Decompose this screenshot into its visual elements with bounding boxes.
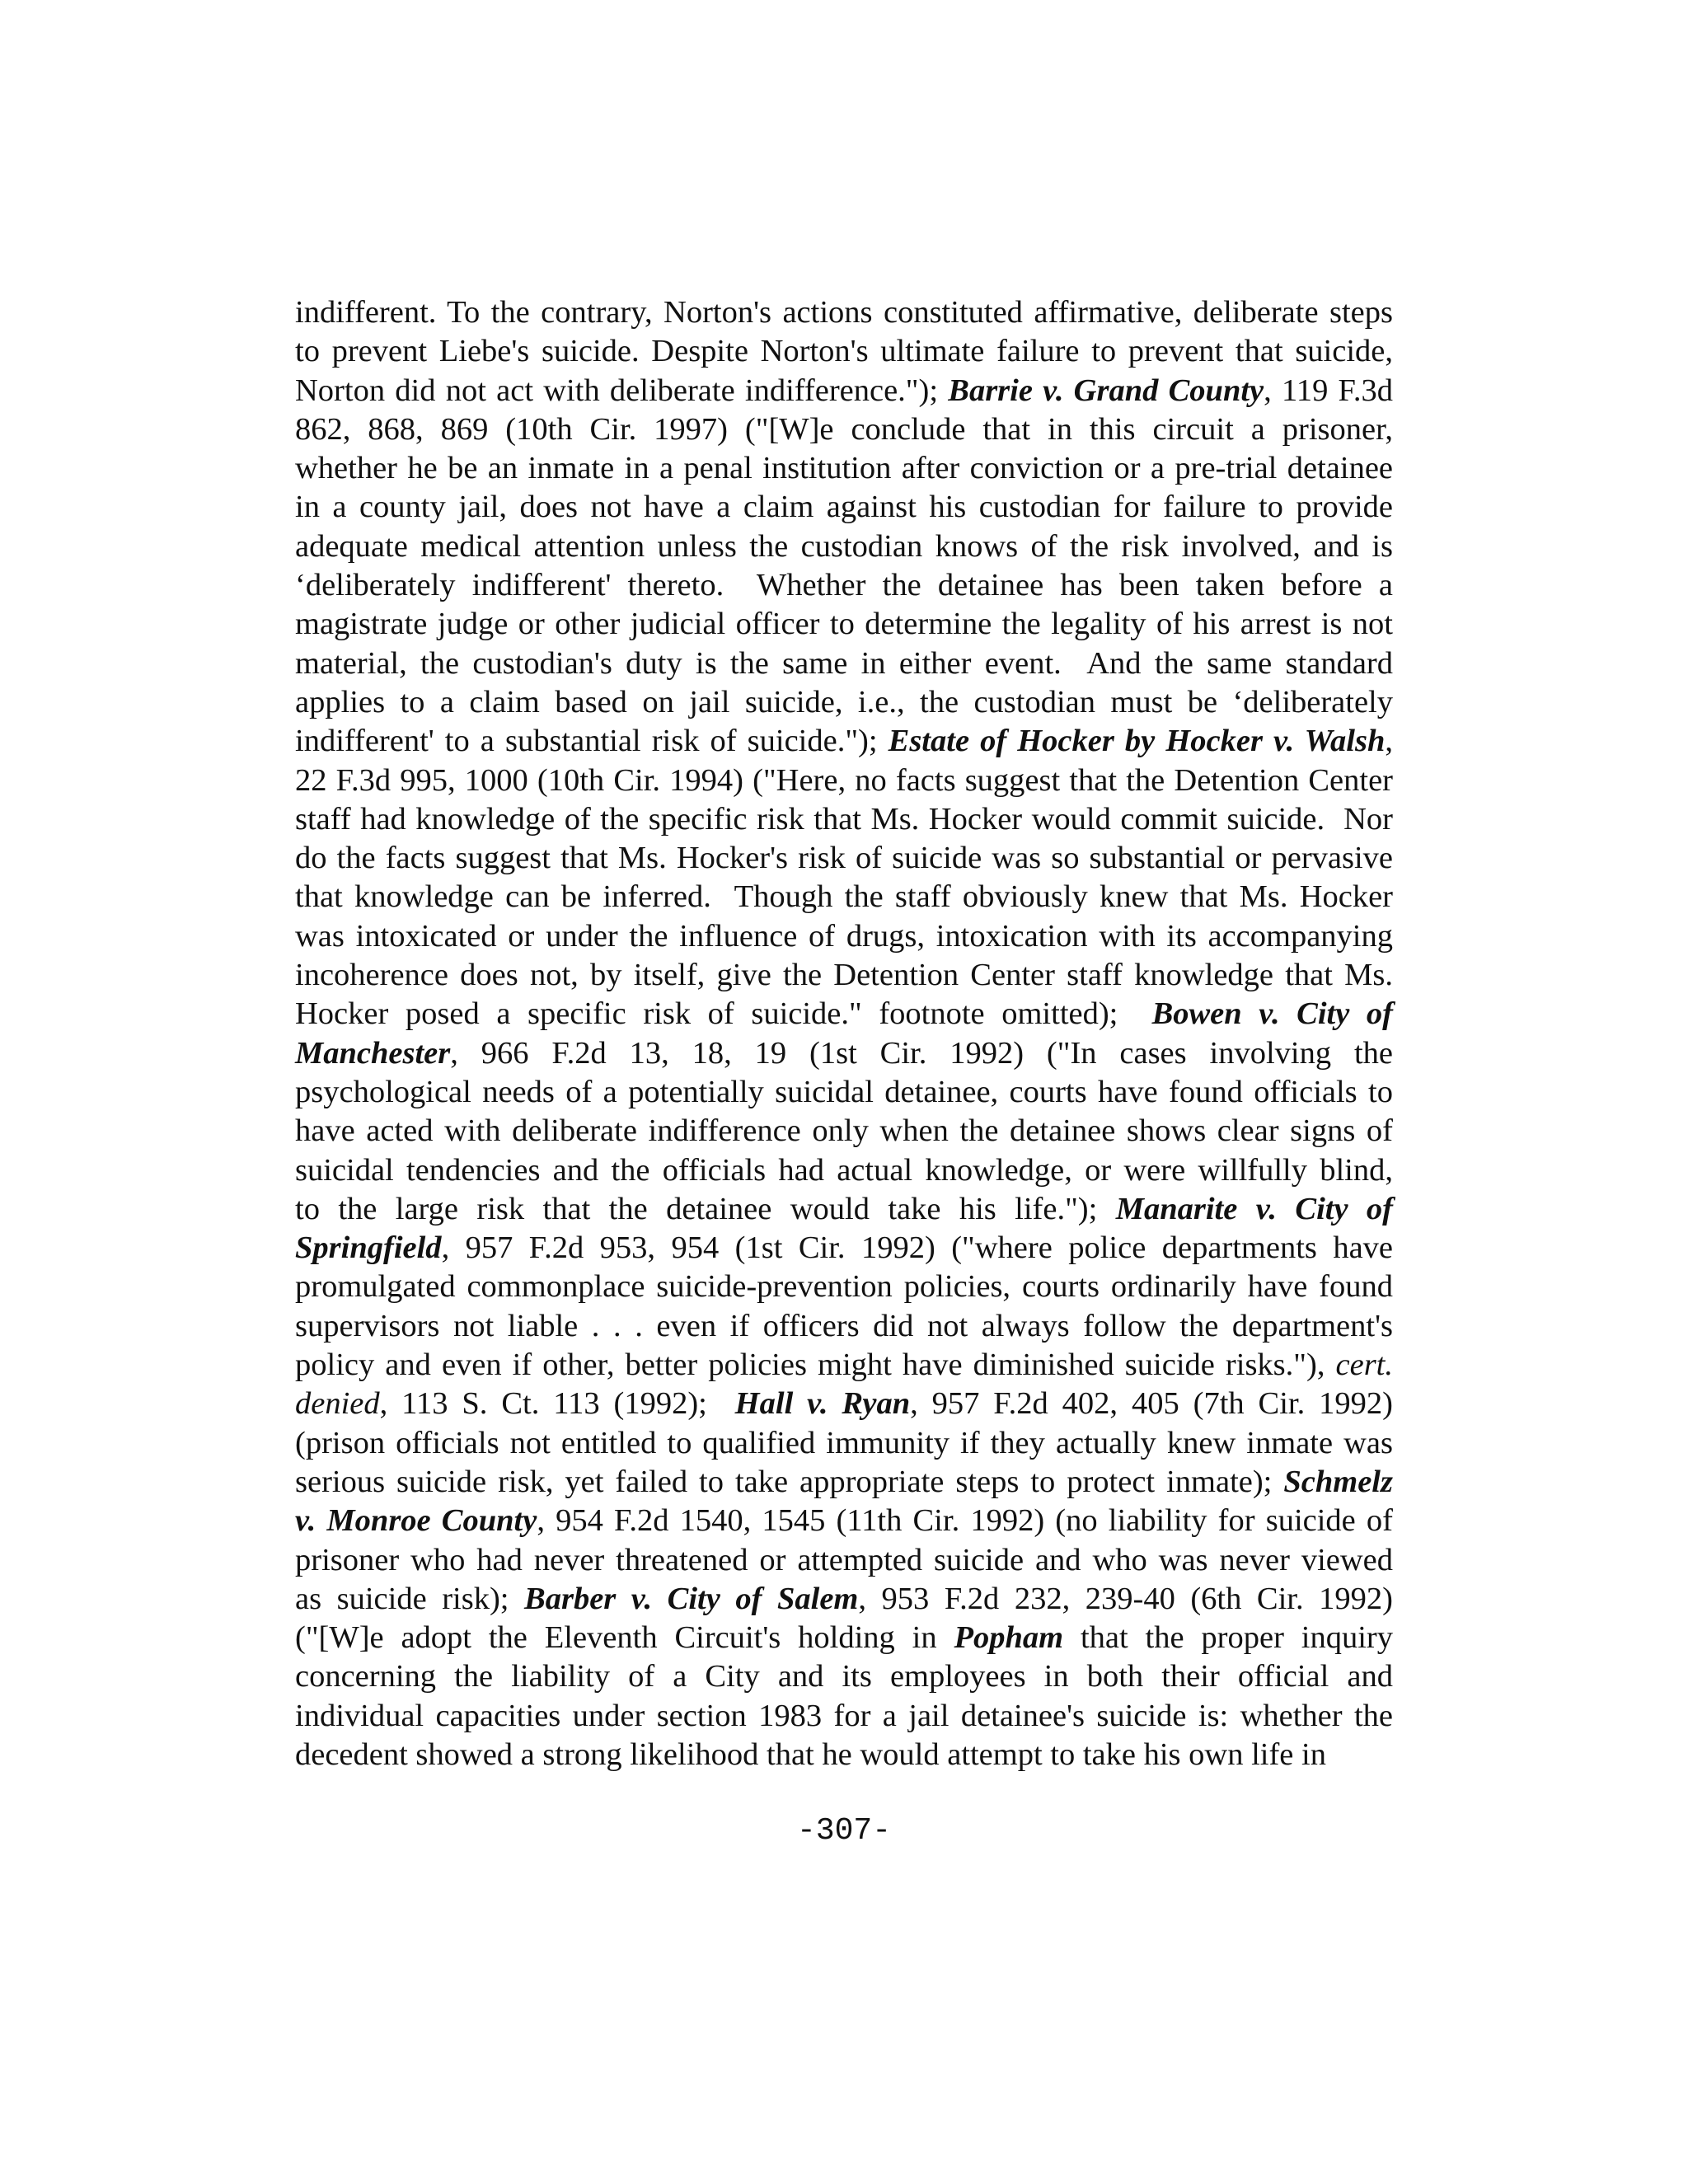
text-segment: staff had knowledge of the specific risk that Ms. Hocker would commit suicide. Nor: [295, 801, 1393, 837]
text-segment: was intoxicated or under the influence of drugs, intoxication with its accompanying: [295, 918, 1393, 954]
italic-text: cert.: [1335, 1347, 1393, 1383]
text-line: [295, 1697, 1393, 1736]
italic-text: denied: [295, 1386, 380, 1422]
case-citation: Schmelz: [1283, 1464, 1393, 1499]
text-line: [295, 1619, 1393, 1657]
text-line: [295, 566, 1393, 605]
text-segment: , 953 F.2d 232, 239-40 (6th Cir. 1992): [858, 1581, 1393, 1616]
text-segment: as suicide risk);: [295, 1581, 525, 1616]
text-segment: suicidal tendencies and the officials had actual knowledge, or were willfully blind,: [295, 1152, 1393, 1188]
text-segment: concerning the liability of a City and its employees in both their official and: [295, 1659, 1393, 1694]
text-segment: whether he be an inmate in a penal institution after conviction or a pre-trial detainee: [295, 451, 1393, 486]
text-line: [295, 956, 1393, 995]
text-line: [295, 1073, 1393, 1112]
text-line: [295, 488, 1393, 527]
text-line: [295, 1385, 1393, 1423]
text-segment: ("[W]e adopt the Eleventh Circuit's holding in: [295, 1620, 954, 1656]
case-citation: Estate of Hocker by Hocker v. Walsh: [888, 724, 1386, 759]
text-segment: (prison officials not entitled to qualified immunity if they actually knew inmate was: [295, 1425, 1393, 1460]
text-segment: have acted with deliberate indifference only when the detainee shows clear signs of: [295, 1113, 1393, 1149]
case-citation: v. Monroe County: [295, 1503, 537, 1539]
text-segment: , 113 S. Ct. 113 (1992);: [379, 1386, 735, 1422]
text-line: [295, 1346, 1393, 1385]
text-segment: decedent showed a strong likelihood that he would attempt to take his own life in: [295, 1736, 1326, 1772]
text-line: [295, 293, 1393, 332]
case-citation: Manchester: [295, 1035, 451, 1071]
text-segment: indifferent. To the contrary, Norton's actions constituted affirmative, deliberate steps: [295, 295, 1393, 330]
text-line: [295, 839, 1393, 878]
case-citation: Springfield: [295, 1230, 442, 1266]
text-line: [295, 1229, 1393, 1268]
text-segment: magistrate judge or other judicial officer to determine the legality of his arrest is not: [295, 607, 1393, 642]
text-line: [295, 449, 1393, 488]
text-segment: ,: [1385, 724, 1393, 759]
text-segment: applies to a claim based on jail suicide, i.e., the custodian must be ‘deliberately: [295, 684, 1393, 719]
text-line: [295, 1736, 1393, 1774]
text-segment: that knowledge can be inferred. Though the staff obviously knew that Ms. Hocker: [295, 879, 1393, 915]
text-line: [295, 644, 1393, 683]
text-line: [295, 1580, 1393, 1619]
text-segment: to prevent Liebe's suicide. Despite Norton's ultimate failure to prevent that suicide,: [295, 334, 1393, 369]
text-segment: to the large risk that the detainee would take his life.");: [295, 1191, 1116, 1226]
text-line: [295, 722, 1393, 761]
text-segment: , 957 F.2d 953, 954 (1st Cir. 1992) ("where police departments have: [441, 1230, 1393, 1266]
text-segment: 862, 868, 869 (10th Cir. 1997) ("[W]e conclude that in this circuit a prisoner,: [295, 411, 1393, 447]
text-line: [295, 1463, 1393, 1502]
text-line: [295, 917, 1393, 956]
text-line: [295, 1190, 1393, 1229]
text-line: [295, 1424, 1393, 1463]
text-segment: that the proper inquiry: [1063, 1620, 1393, 1656]
text-line: [295, 332, 1393, 371]
text-line: [295, 527, 1393, 566]
text-line: [295, 1657, 1393, 1696]
text-line: [295, 1307, 1393, 1346]
text-segment: policy and even if other, better policies might have diminished suicide risks."),: [295, 1347, 1336, 1383]
text-segment: , 957 F.2d 402, 405 (7th Cir. 1992): [910, 1386, 1393, 1422]
text-line: [295, 800, 1393, 839]
text-segment: promulgated commonplace suicide-prevention policies, courts ordinarily have found: [295, 1269, 1393, 1305]
text-segment: in a county jail, does not have a claim against his custodian for failure to provide: [295, 490, 1393, 525]
text-segment: material, the custodian's duty is the same in either event. And the same standard: [295, 645, 1393, 681]
text-line: [295, 683, 1393, 722]
text-segment: prisoner who had never threatened or attempted suicide and who was never viewed: [295, 1542, 1393, 1577]
text-segment: 22 F.3d 995, 1000 (10th Cir. 1994) ("Here, no facts suggest that the Detention Center: [295, 762, 1393, 798]
case-citation: Popham: [954, 1620, 1064, 1656]
text-segment: , 966 F.2d 13, 18, 19 (1st Cir. 1992) ("In cases involving the: [450, 1035, 1393, 1071]
text-segment: individual capacities under section 1983 for a jail detainee's suicide is: whether the: [295, 1698, 1393, 1733]
text-line: [295, 995, 1393, 1033]
text-segment: , 119 F.3d: [1264, 373, 1394, 408]
case-citation: Manarite v. City of: [1115, 1191, 1394, 1226]
text-line: [295, 1502, 1393, 1540]
text-segment: psychological needs of a potentially suicidal detainee, courts have found officials to: [295, 1074, 1393, 1109]
text-segment: Hocker posed a specific risk of suicide." footnote omitted);: [295, 996, 1152, 1032]
text-segment: Norton did not act with deliberate indifference.");: [295, 373, 949, 408]
text-line: [295, 372, 1393, 410]
text-segment: indifferent' to a substantial risk of suicide.");: [295, 724, 889, 759]
text-line: [295, 1034, 1393, 1073]
text-segment: incoherence does not, by itself, give the Detention Center staff knowledge that Ms.: [295, 958, 1393, 993]
text-line: [295, 762, 1393, 800]
case-citation: Bowen v. City of: [1151, 996, 1394, 1032]
text-line: [295, 1112, 1393, 1151]
text-line: [295, 878, 1393, 916]
text-segment: ‘deliberately indifferent' thereto. Whether the detainee has been taken before a: [295, 568, 1393, 603]
text-line: [295, 1541, 1393, 1580]
text-line: [295, 410, 1393, 449]
text-segment: do the facts suggest that Ms. Hocker's risk of suicide was so substantial or pervasive: [295, 841, 1393, 876]
text-segment: , 954 F.2d 1540, 1545 (11th Cir. 1992) (no liability for suicide of: [537, 1503, 1393, 1539]
text-line: [295, 605, 1393, 644]
case-citation: Hall v. Ryan: [734, 1386, 911, 1422]
text-segment: adequate medical attention unless the custodian knows of the risk involved, and is: [295, 528, 1393, 564]
case-citation: Barrie v. Grand County: [948, 373, 1264, 408]
text-segment: serious suicide risk, yet failed to take appropriate steps to protect inmate);: [295, 1464, 1284, 1499]
body-text: [295, 293, 1393, 1774]
case-citation: Barber v. City of Salem: [524, 1581, 859, 1616]
text-segment: supervisors not liable . . . even if officers did not always follow the department's: [295, 1308, 1393, 1343]
text-line: [295, 1268, 1393, 1306]
page-number: -307-: [796, 1813, 892, 1849]
text-line: [295, 1151, 1393, 1190]
